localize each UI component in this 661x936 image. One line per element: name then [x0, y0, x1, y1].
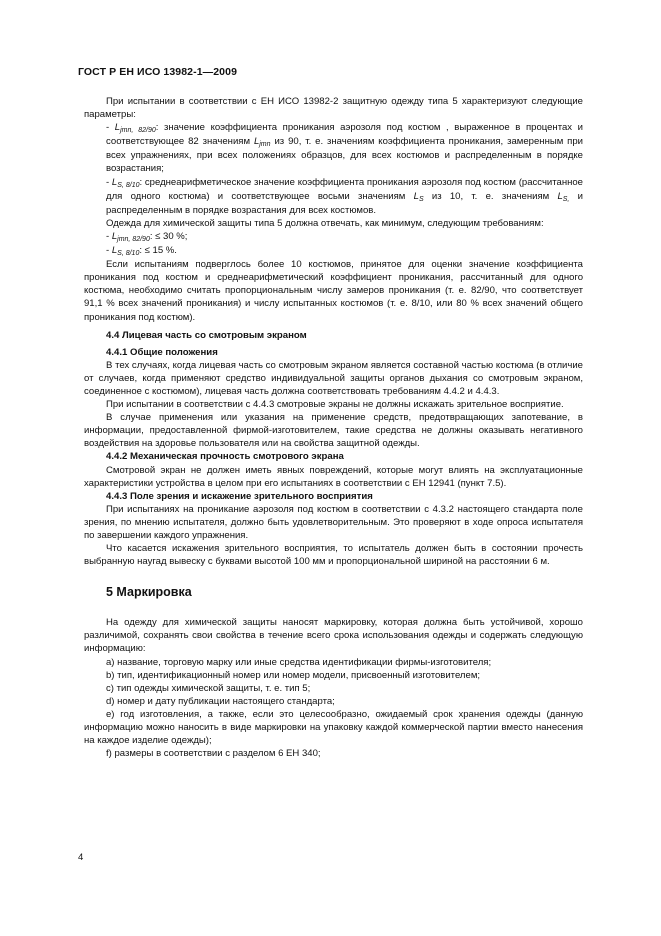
- intro-paragraph-2: Одежда для химической защиты типа 5 должна отвечать, как минимум, следующим требованиям:: [106, 217, 544, 229]
- marking-item-f: f) размеры в соответствии с разделом 6 ЕН 340;: [106, 748, 321, 760]
- intro-paragraph-3: Если испытаниям подверглось более 10 костюмов, принятое для оценки значение коэффициента проникания под костюм и среднеарифметический коэффициент проникания, рассчитанный для одного костюма, необходимо считать пропорциональным числу замеров проникания (т. е. 82/90, что соответствует 91,1 % всех значений проникания) и числу испытанных костюмов (т. е. 8/10, или 80 % всех значений общего проникания под костюм).: [84, 259, 583, 323]
- section-5-title: 5 Маркировка: [106, 585, 192, 600]
- section-4-4-3-paragraph-2: Что касается искажения зрительного восприятия, то испытатель должен быть в состоянии прочесть выбранную наугад вывеску с буквами высотой 100 мм и пропорциональной шириной на расстоянии 6 м.: [84, 543, 583, 568]
- section-4-4-2-title: 4.4.2 Механическая прочность смотрового экрана: [106, 451, 344, 463]
- page-number: 4: [78, 852, 84, 863]
- marking-item-e: e) год изготовления, а также, если это целесообразно, ожидаемый срок хранения одежды (данную информацию можно наносить в виде маркировки на упаковку каждой коммерческой партии вместо нанесения на каждое изделие одежды);: [84, 708, 583, 747]
- marking-item-d: d) номер и дату публикации настоящего стандарта;: [106, 695, 335, 707]
- section-4-4-1-paragraph-2: При испытании в соответствии с 4.4.3 смотровые экраны не должны искажать зрительное восприятие.: [106, 399, 564, 411]
- requirement-jmn: - $L_{jmn, 82/90}$: ≤ 30 %;: [106, 230, 188, 243]
- intro-paragraph-1: При испытании в соответствии с ЕН ИСО 13982-2 защитную одежду типа 5 характеризуют следующие параметры:: [84, 96, 583, 121]
- param-s-definition: - $L_{S, 8/10}$: среднеарифметическое значение коэффициента проникания аэрозоля под костюм (рассчитанное для одного костюма) и соответствующее восьми значениям $L_S$ из 10, т. е. значениям $L_{S,}$ и распределенным в порядке возрастания для всех костюмов.: [106, 176, 583, 216]
- requirement-s: - $L_{S, 8/10}$: ≤ 15 %.: [106, 245, 177, 258]
- marking-item-b: b) тип, идентификационный номер или номер модели, присвоенный изготовителем;: [106, 669, 481, 681]
- param-jmn-definition: - $L_{jmn, 82/90}$: значение коэффициента проникания аэрозоля под костюм , выраженное в процентах и соответствующее 82 значениям $L_{jmn}$ из 90, т. е. значениям коэффициента проникания, замеренным при всех упражнениях, при всех положениях образцов, для всех костюмов и распределенным в порядке возрастания;: [106, 122, 583, 175]
- section-4-4-2-paragraph-1: Смотровой экран не должен иметь явных повреждений, которые могут влиять на эксплуатационные характеристики устройства в целом при его испытаниях в соответствии с ЕН 12941 (пункт 7.5).: [84, 464, 583, 489]
- marking-item-a: a) название, торговую марку или иные средства идентификации фирмы-изготовителя;: [106, 656, 492, 668]
- section-4-4-1-title: 4.4.1 Общие положения: [106, 346, 218, 358]
- document-body: [84, 95, 583, 760]
- marking-item-c: c) тип одежды химической защиты, т. е. тип 5;: [106, 682, 311, 694]
- section-4-4-3-paragraph-1: При испытаниях на проникание аэрозоля под костюм в соответствии с 4.3.2 настоящего стандарта поле зрения, по мнению испытателя, должно быть удовлетворительным. Это проверяют в ходе опроса испытателя по завершении каждого упражнения.: [84, 503, 583, 541]
- section-4-4-1-paragraph-3: В случае применения или указания на применение средств, предотвращающих запотевание, в информации, предоставленной фирмой-изготовителем, такие средства не должны оказывать негативного воздействия на здоровье пользователя или на свойства защитной одежды.: [84, 412, 583, 450]
- section-5-intro: На одежду для химической защиты наносят маркировку, которая должна быть устойчивой, хорошо различимой, сохранять свои свойства в течение всего срока использования одежды и содержать следующую информацию:: [84, 617, 583, 655]
- section-4-4-3-title: 4.4.3 Поле зрения и искажение зрительного восприятия: [106, 490, 373, 502]
- section-4-4-title: 4.4 Лицевая часть со смотровым экраном: [106, 329, 307, 341]
- document-header: ГОСТ Р ЕН ИСО 13982-1—2009: [78, 66, 238, 78]
- section-4-4-1-paragraph-1: В тех случаях, когда лицевая часть со смотровым экраном является составной частью костюма (в отличие от случаев, когда применяют средство индивидуальной защиты органов дыхания со смотровым экраном, соединенное с костюмом), лицевая часть должна соответствовать требованиям 4.4.2 и 4.4.3.: [84, 359, 583, 397]
